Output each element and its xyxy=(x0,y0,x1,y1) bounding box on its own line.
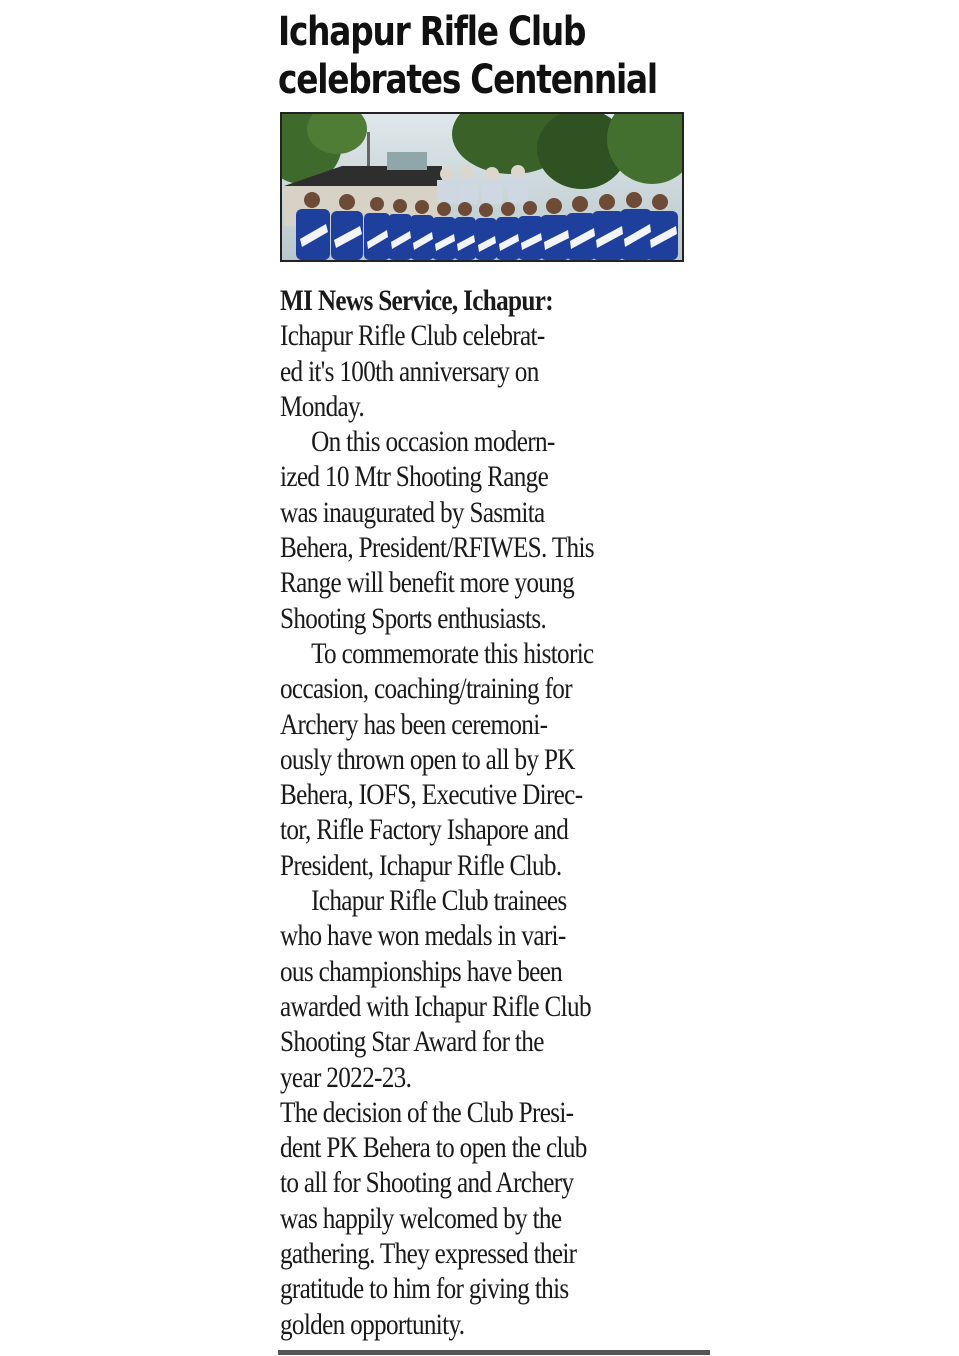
article-line: The decision of the Club Presi- xyxy=(280,1095,574,1129)
article-line: On this occasion modern- xyxy=(311,425,555,459)
article-line: Archery has been ceremoni- xyxy=(280,707,548,741)
article-line: ous championships have been xyxy=(280,954,563,988)
article-line: who have won medals in vari- xyxy=(280,919,566,953)
article-line: awarded with Ichapur Rifle Club xyxy=(280,989,591,1023)
article-line: tor, Rifle Factory Ishapore and xyxy=(280,813,569,847)
article-line: golden opportunity. xyxy=(280,1307,465,1341)
article-line: To commemorate this historic xyxy=(311,636,594,670)
article-line: Behera, IOFS, Executive Direc- xyxy=(280,778,583,812)
bottom-rule xyxy=(278,1350,710,1355)
article-line: was happily welcomed by the xyxy=(280,1201,562,1235)
article-line: occasion, coaching/training for xyxy=(280,672,572,706)
article-line: Ichapur Rifle Club celebrat- xyxy=(280,319,545,353)
article-body xyxy=(280,283,641,1342)
article-line: to all for Shooting and Archery xyxy=(280,1166,574,1200)
news-clipping xyxy=(278,0,710,104)
article-line: President, Ichapur Rifle Club. xyxy=(280,848,562,882)
article-line: gratitude to him for giving this xyxy=(280,1272,569,1306)
article-line: Ichapur Rifle Club trainees xyxy=(311,884,567,918)
dateline: MI News Service, Ichapur: xyxy=(280,284,553,317)
article-line: ously thrown open to all by PK xyxy=(280,742,575,776)
headline-line-1: Ichapur Rifle Club xyxy=(278,9,586,55)
article-line: ized 10 Mtr Shooting Range xyxy=(280,460,549,494)
article-line: year 2022-23. xyxy=(280,1060,412,1094)
article-line: Range will benefit more young xyxy=(280,566,575,600)
headline xyxy=(278,0,657,104)
article-line: Behera, President/RFIWES. This xyxy=(280,531,594,565)
article-line: Monday. xyxy=(280,389,364,423)
article-line: was inaugurated by Sasmita xyxy=(280,495,545,529)
headline-line-2: celebrates Centennial xyxy=(278,57,657,103)
article-line: gathering. They expressed their xyxy=(280,1237,577,1271)
article-line: Shooting Sports enthusiasts. xyxy=(280,601,547,635)
article-line: dent PK Behera to open the club xyxy=(280,1131,587,1165)
article-line: Shooting Star Award for the xyxy=(280,1025,544,1059)
group-photo xyxy=(280,112,684,262)
article-line: ed it's 100th anniversary on xyxy=(280,354,539,388)
